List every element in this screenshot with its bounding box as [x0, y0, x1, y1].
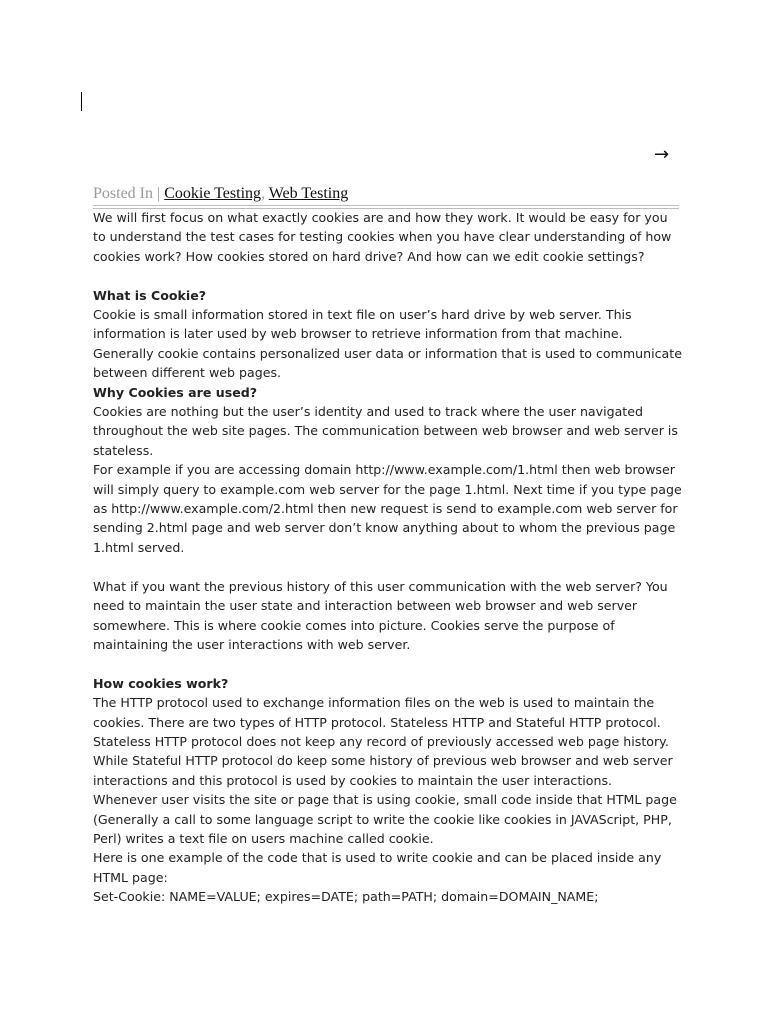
paragraph-how-2: Whenever user visits the site or page that is using cookie, small code inside that HTML page (Generally a call to some language script to write the cookie like cookies in JAVAScript, PHP, Perl) writes a text file on users machine called cookie. — [93, 792, 677, 846]
paragraph-how-3: Here is one example of the code that is used to write cookie and can be placed inside any HTML page: — [93, 850, 662, 885]
next-arrow-icon[interactable]: → — [654, 144, 670, 165]
spacer — [93, 266, 683, 285]
category-separator: , — [261, 185, 269, 202]
posted-in-label: Posted In | — [93, 185, 165, 202]
text-cursor — [81, 92, 82, 111]
paragraph-history: What if you want the previous history of this user communication with the web server? You need to maintain the user state and interaction between web browser and web server somewhere. This is where cookie comes into picture. Cookies serve the purpose of maintaining the user interactions with web server. — [93, 578, 668, 652]
paragraph-why-2: For example if you are accessing domain http://www.example.com/1.html then web browser will simply query to example.com web server for the page 1.html. Next time if you type page as http://www.example.com/2.html then new request is send to example.com web server for sending 2.html page and web server don’t know anything about to whom the previous page 1.html served. — [93, 462, 682, 555]
category-link-web-testing[interactable]: Web Testing — [268, 185, 349, 202]
paragraph-what-is-cookie: Cookie is small information stored in text file on user’s hard drive by web server. This information is later used by web browser to retrieve information from that machine. Generally cookie contains personalized user data or information that is used to communicate between different web pages. — [93, 307, 682, 381]
article-body — [93, 208, 683, 907]
category-link-cookie-testing[interactable]: Cookie Testing — [164, 185, 262, 202]
intro-paragraph: We will first focus on what exactly cookies are and how they work. It would be easy for you to understand the test cases for testing cookies when you have clear understanding of how cookies work? How cookies stored on hard drive? And how can we edit cookie settings? — [93, 210, 672, 264]
spacer — [93, 654, 683, 673]
spacer — [93, 557, 683, 576]
posted-in-line — [93, 183, 679, 205]
paragraph-how-1: The HTTP protocol used to exchange information files on the web is used to maintain the cookies. There are two types of HTTP protocol. Stateless HTTP and Stateful HTTP protocol. Stateless HTTP protocol does not keep any record of previously accessed web page history. While Stateful HTTP protocol do keep some history of previous web browser and web server interactions and this protocol is used by cookies to maintain the user interactions. — [93, 695, 673, 788]
code-line: Set-Cookie: NAME=VALUE; expires=DATE; path=PATH; domain=DOMAIN_NAME; — [93, 889, 599, 905]
paragraph-why-1: Cookies are nothing but the user’s identity and used to track where the user navigated throughout the web site pages. The communication between web browser and web server is stateless. — [93, 404, 678, 458]
heading-how-cookies-work: How cookies work? — [93, 675, 229, 691]
heading-why-cookies-used: Why Cookies are used? — [93, 384, 258, 400]
heading-what-is-cookie: What is Cookie? — [93, 287, 207, 303]
